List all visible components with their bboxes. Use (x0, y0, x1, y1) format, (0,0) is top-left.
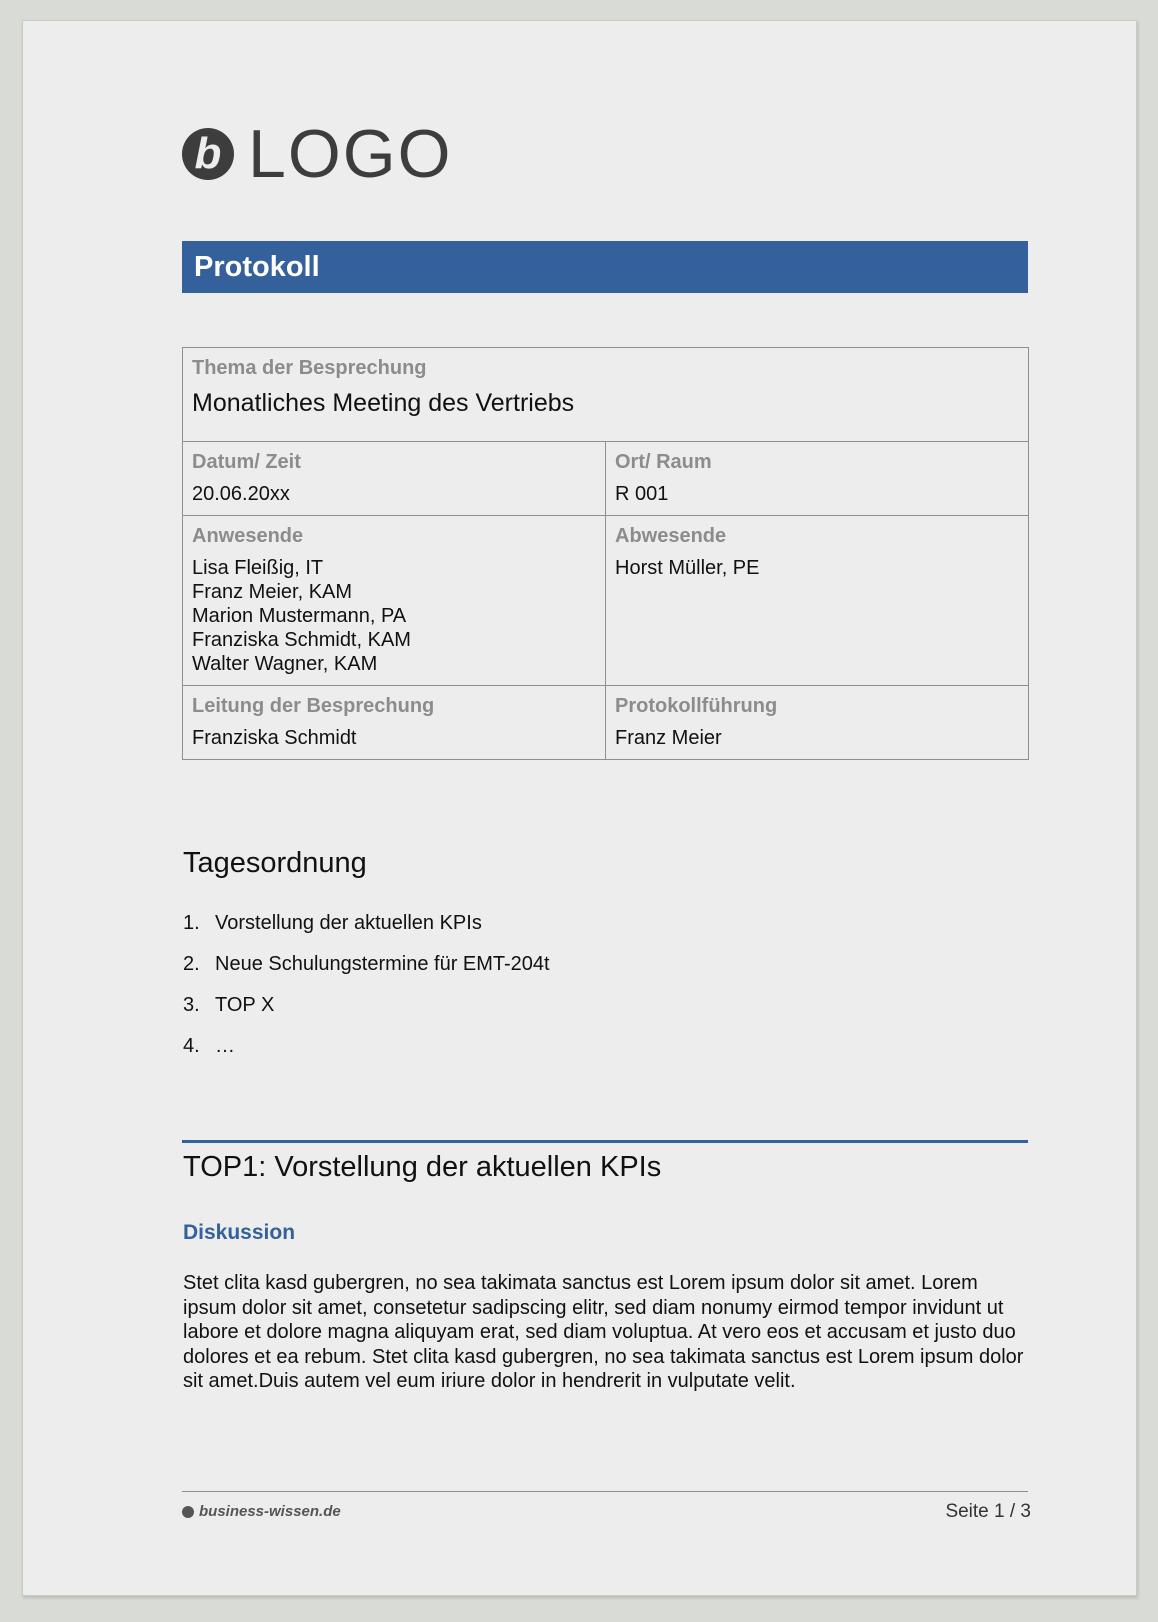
date-cell (183, 442, 606, 516)
section-divider (182, 1140, 1028, 1143)
list-item (183, 952, 550, 993)
list-number: 3. (183, 994, 200, 1016)
list-number: 1. (183, 912, 200, 934)
brand-text: business-wissen.de (199, 1503, 341, 1520)
lead-value: Franziska Schmidt (192, 727, 357, 749)
room-label: Ort/ Raum (615, 451, 712, 473)
room-value: R 001 (615, 483, 669, 505)
list-number: 2. (183, 953, 200, 975)
present-label: Anwesende (192, 525, 304, 547)
present-person: Franz Meier, KAM (192, 581, 353, 603)
topic-cell (183, 348, 1029, 442)
room-cell (606, 442, 1029, 516)
minutes-cell (606, 686, 1029, 760)
footer-brand (182, 1503, 341, 1520)
present-person: Lisa Fleißig, IT (192, 557, 324, 579)
minutes-value: Franz Meier (615, 727, 722, 749)
meeting-info-table (182, 347, 1029, 760)
lead-cell (183, 686, 606, 760)
list-number: 4. (183, 1035, 200, 1057)
agenda-heading: Tagesordnung (183, 847, 367, 879)
logo-text: LOGO (248, 116, 453, 192)
discussion-text: Stet clita kasd gubergren, no sea takimata sanctus est Lorem ipsum dolor sit amet. Lorem ipsum dolor sit amet, consetetur sadipscing elitr, sed diam nonumy eirmod tempor invidunt ut labore et dolore magna aliquyam erat, sed diam voluptua. At vero eos et accusam et justo duo dolores et ea rebum. Stet clita kasd gubergren, no sea takimata sanctus est Lorem ipsum dolor sit amet.Duis autem vel eum iriure dolor in hendrerit in vulputate velit. (183, 1272, 1024, 1392)
minutes-label: Protokollführung (615, 695, 778, 717)
present-person: Franziska Schmidt, KAM (192, 629, 411, 651)
footer-divider (182, 1491, 1028, 1492)
list-text: Neue Schulungstermine für EMT-204t (215, 953, 550, 975)
top1-heading: TOP1: Vorstellung der aktuellen KPIs (183, 1151, 662, 1183)
absent-label: Abwesende (615, 525, 727, 547)
brand-dot-icon (182, 1506, 194, 1518)
absent-person: Horst Müller, PE (615, 557, 760, 579)
list-text: … (215, 1035, 235, 1057)
list-text: Vorstellung der aktuellen KPIs (215, 912, 482, 934)
date-value: 20.06.20xx (192, 483, 290, 505)
list-text: TOP X (215, 994, 275, 1016)
document-title: Protokoll (182, 241, 1028, 293)
discussion-heading: Diskussion (183, 1221, 296, 1244)
date-label: Datum/ Zeit (192, 451, 301, 473)
present-person: Marion Mustermann, PA (192, 605, 407, 627)
list-item (183, 993, 550, 1034)
topic-label: Thema der Besprechung (192, 357, 427, 379)
logo (182, 116, 453, 192)
topic-value: Monatliches Meeting des Vertriebs (192, 389, 575, 417)
present-person: Walter Wagner, KAM (192, 653, 378, 675)
present-cell (183, 516, 606, 686)
page-number: Seite 1 / 3 (945, 1501, 1031, 1522)
list-item (183, 1034, 550, 1075)
document-page (22, 20, 1137, 1596)
list-item (183, 911, 550, 952)
absent-cell (606, 516, 1029, 686)
agenda-list (183, 911, 550, 1075)
logo-mark-icon: b (182, 128, 234, 180)
lead-label: Leitung der Besprechung (192, 695, 435, 717)
